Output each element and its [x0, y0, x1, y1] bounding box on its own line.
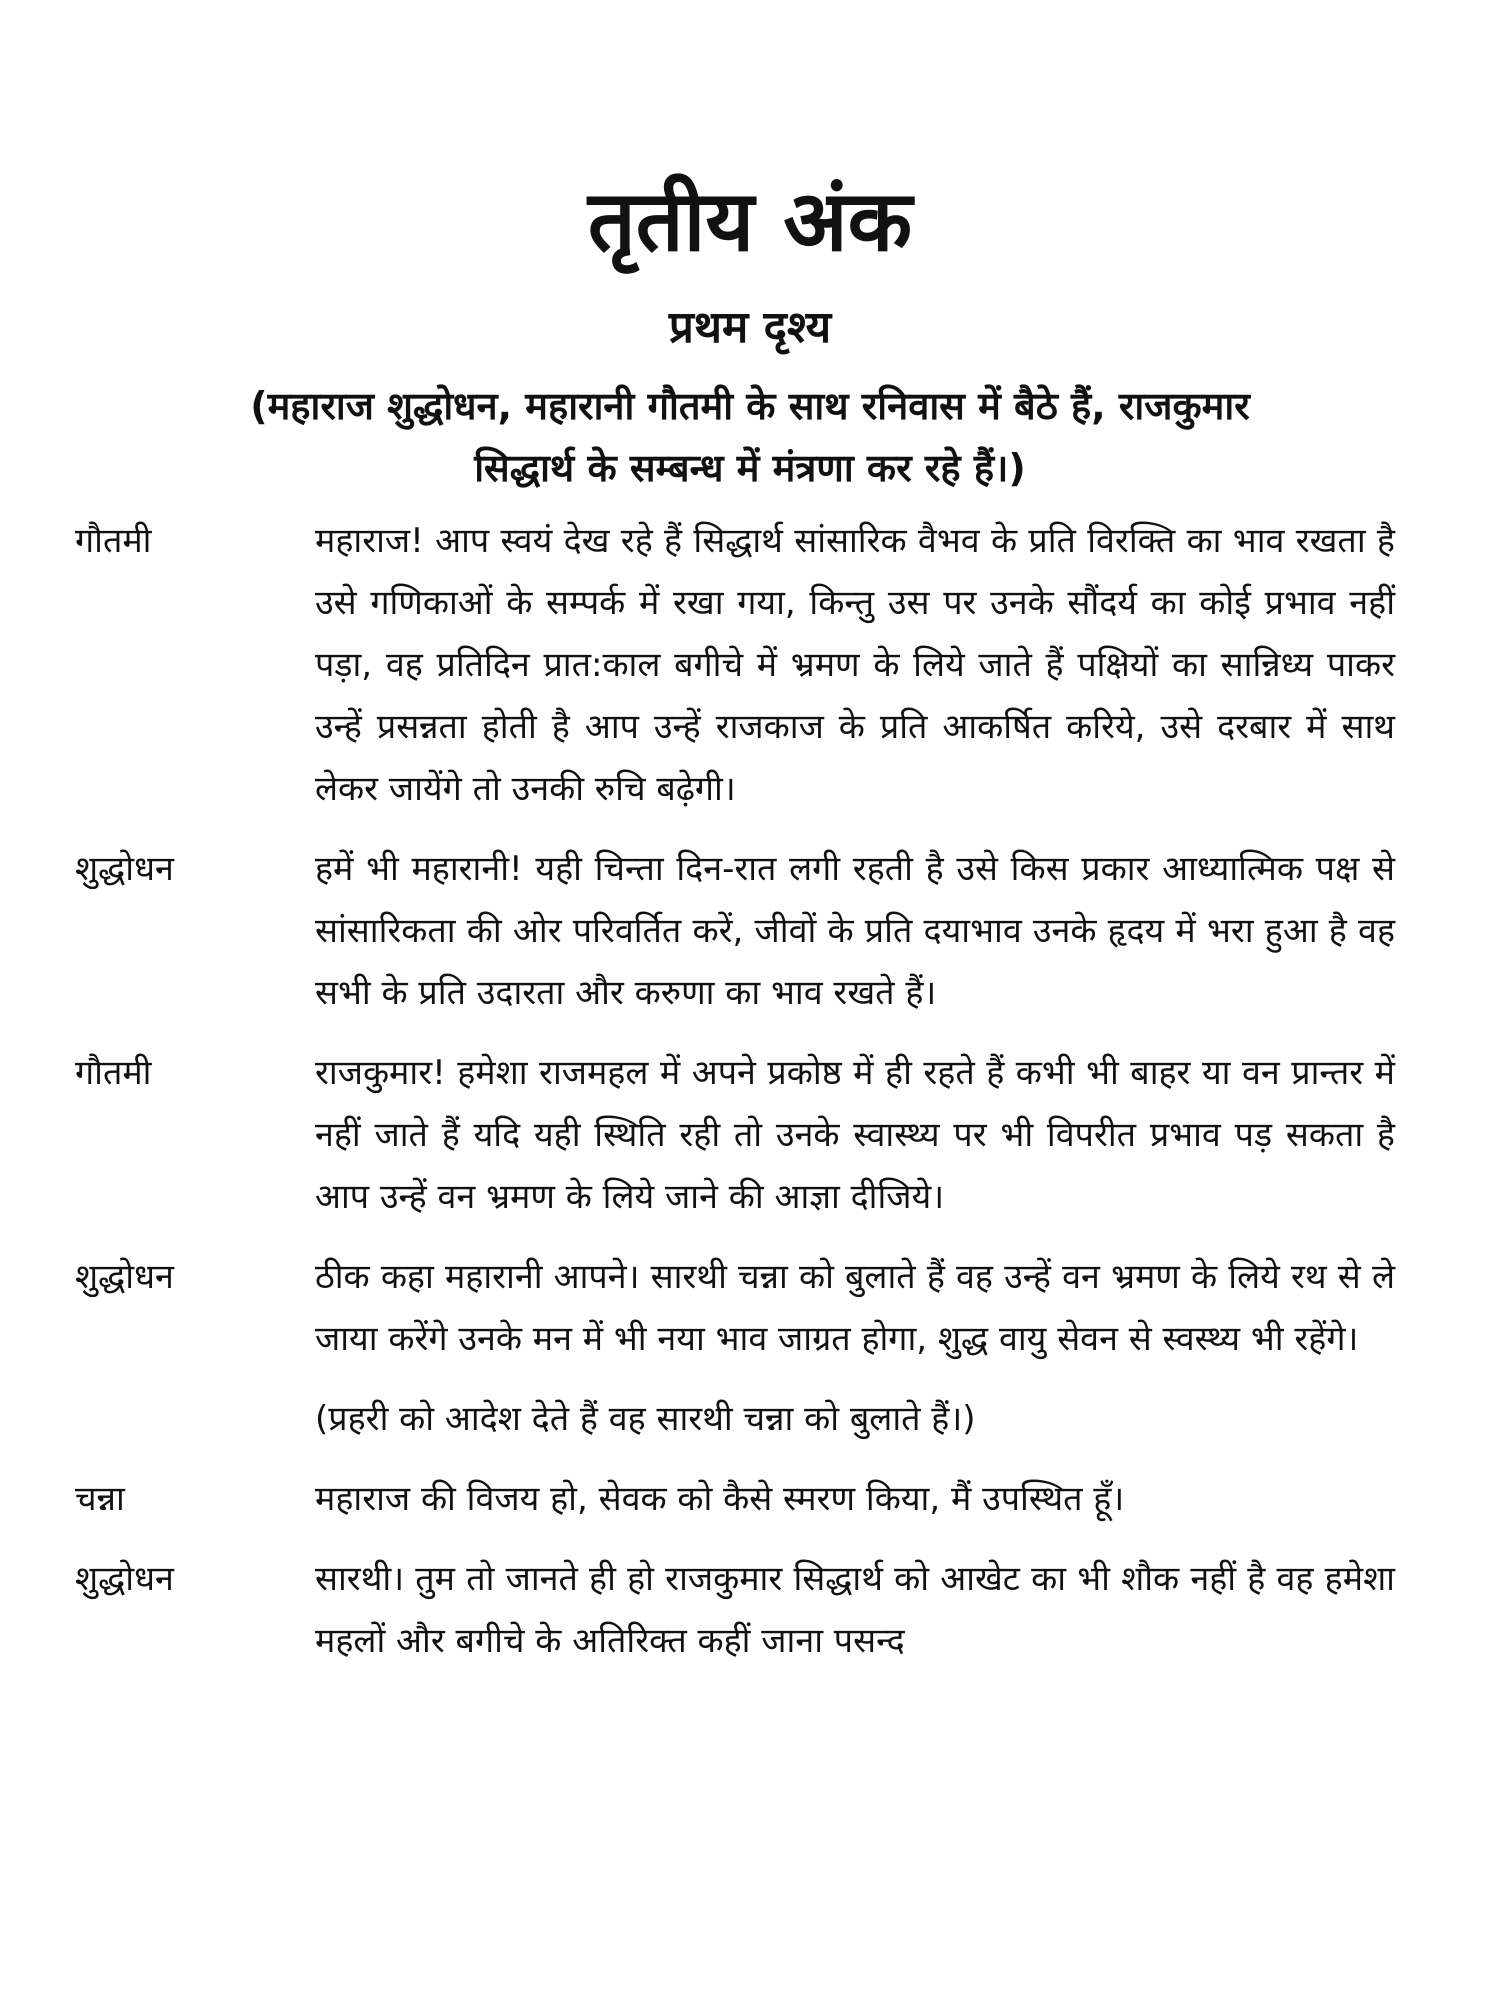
speech-text: महाराज की विजय हो, सेवक को कैसे स्मरण किया, मैं उपस्थित हूँ।	[315, 1479, 1125, 1519]
dialogue-entry	[75, 838, 1395, 1024]
dialogue-entry	[75, 1468, 1395, 1530]
speaker-name: गौतमी	[75, 1053, 152, 1093]
dialogue-entry	[75, 1042, 1395, 1228]
dialogue-entry	[75, 1548, 1395, 1672]
dialogue-entry	[75, 510, 1395, 820]
dialogue-entry	[75, 1246, 1395, 1370]
opening-stage-direction: (महाराज शुद्धोधन, महारानी गौतमी के साथ रनिवास में बैठे हैं, राजकुमार सिद्धार्थ के सम्बन्ध में मंत्रणा कर रहे हैं।)	[250, 384, 1250, 490]
scene-title: प्रथम दृश्य	[668, 302, 832, 353]
speaker-name: चन्ना	[75, 1479, 125, 1519]
act-title: तृतीय अंक	[587, 172, 913, 270]
speaker-name: शुद्धोधन	[75, 1559, 174, 1599]
dialogue-section	[75, 510, 1395, 1690]
speaker-name: गौतमी	[75, 521, 152, 561]
speech-text: महाराज! आप स्वयं देख रहे हैं सिद्धार्थ सांसारिक वैभव के प्रति विरक्ति का भाव रखता है उसे गणिकाओं के सम्पर्क में रखा गया, किन्तु उस पर उनके सौंदर्य का कोई प्रभाव नहीं पड़ा, वह प्रतिदिन प्रात:काल बगीचे में भ्रमण के लिये जाते हैं पक्षियों का सान्निध्य पाकर उन्हें प्रसन्नता होती है आप उन्हें राजकाज के प्रति आकर्षित करिये, उसे दरबार में साथ लेकर जायेंगे तो उनकी रुचि बढ़ेगी।	[315, 521, 1395, 809]
speech-text: ठीक कहा महारानी आपने। सारथी चन्ना को बुलाते हैं वह उन्हें वन भ्रमण के लिये रथ से ले जाया करेंगे उनके मन में भी नया भाव जाग्रत होगा, शुद्ध वायु सेवन से स्वस्थ्य भी रहेंगे।	[315, 1257, 1395, 1359]
speaker-name: शुद्धोधन	[75, 1257, 174, 1297]
speaker-name: शुद्धोधन	[75, 849, 174, 889]
inline-stage-direction: (प्रहरी को आदेश देते हैं वह सारथी चन्ना को बुलाते हैं।)	[315, 1399, 976, 1439]
speech-text: हमें भी महारानी! यही चिन्ता दिन-रात लगी रहती है उसे किस प्रकार आध्यात्मिक पक्ष से सांसारिकता की ओर परिवर्तित करें, जीवों के प्रति दयाभाव उनके हृदय में भरा हुआ है वह सभी के प्रति उदारता और करुणा का भाव रखते हैं।	[315, 849, 1395, 1013]
speech-text: सारथी। तुम तो जानते ही हो राजकुमार सिद्धार्थ को आखेट का भी शौक नहीं है वह हमेशा महलों और बगीचे के अतिरिक्त कहीं जाना पसन्द	[315, 1559, 1395, 1661]
speech-text: राजकुमार! हमेशा राजमहल में अपने प्रकोष्ठ में ही रहते हैं कभी भी बाहर या वन प्रान्तर में नहीं जाते हैं यदि यही स्थिति रही तो उनके स्वास्थ्य पर भी विपरीत प्रभाव पड़ सकता है आप उन्हें वन भ्रमण के लिये जाने की आज्ञा दीजिये।	[315, 1053, 1395, 1217]
